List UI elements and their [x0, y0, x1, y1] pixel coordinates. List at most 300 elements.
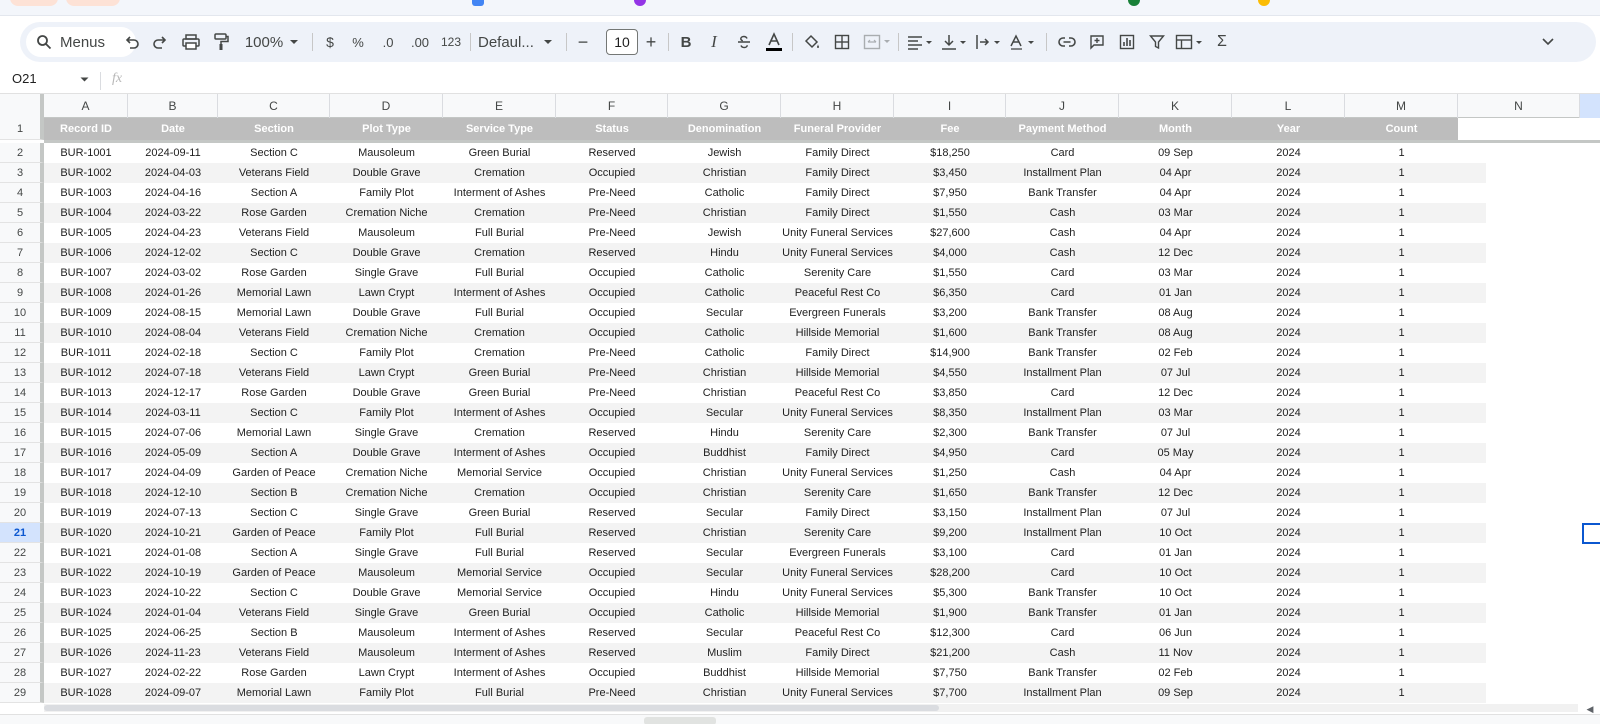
cell[interactable]: Double Grave — [352, 307, 421, 319]
cell[interactable]: 04 Apr — [1159, 227, 1192, 239]
cell[interactable]: Secular — [705, 307, 744, 319]
cell[interactable]: BUR-1020 — [60, 527, 112, 539]
insert-chart-button[interactable] — [1114, 22, 1140, 62]
cell[interactable]: Green Burial — [468, 607, 531, 619]
horizontal-scrollbar[interactable] — [44, 704, 1578, 712]
cell[interactable]: 2024 — [1276, 527, 1301, 539]
cell[interactable]: Family Direct — [805, 187, 870, 199]
insert-comment-button[interactable] — [1084, 22, 1110, 62]
cell[interactable]: Unity Funeral Services — [782, 407, 893, 419]
cell[interactable]: Section A — [250, 187, 298, 199]
cell[interactable]: Secular — [705, 627, 744, 639]
cell[interactable]: Occupied — [588, 167, 636, 179]
column-title[interactable]: Record ID — [44, 118, 128, 140]
cell[interactable]: $1,550 — [933, 207, 967, 219]
cell[interactable]: 1 — [1398, 627, 1405, 639]
cell[interactable]: 2024 — [1276, 387, 1301, 399]
cell[interactable]: Evergreen Funerals — [789, 307, 886, 319]
cell[interactable]: 2024-07-06 — [144, 427, 202, 439]
cell[interactable]: $4,550 — [933, 367, 967, 379]
cell[interactable]: Installment Plan — [1023, 367, 1102, 379]
cell[interactable]: 01 Jan — [1158, 287, 1193, 299]
cell[interactable]: BUR-1027 — [60, 667, 112, 679]
cell[interactable]: 2024-12-02 — [144, 247, 202, 259]
cell[interactable]: 2024 — [1276, 447, 1301, 459]
row-header[interactable]: 8 — [0, 263, 44, 283]
cell[interactable]: $28,200 — [930, 567, 970, 579]
column-title[interactable]: Count — [1345, 118, 1458, 140]
cell[interactable]: Card — [1050, 567, 1075, 579]
cell[interactable]: BUR-1014 — [60, 407, 112, 419]
row-header[interactable]: 19 — [0, 483, 44, 503]
cell[interactable]: Christian — [702, 387, 747, 399]
cell[interactable]: Pre-Need — [588, 227, 636, 239]
row-header[interactable]: 23 — [0, 563, 44, 583]
cell[interactable]: Christian — [702, 487, 747, 499]
cell[interactable]: Mausoleum — [358, 647, 415, 659]
cell[interactable]: Card — [1050, 387, 1075, 399]
column-title[interactable]: Payment Method — [1006, 118, 1119, 140]
cell[interactable]: 2024-09-11 — [145, 147, 201, 159]
cell[interactable]: 1 — [1398, 347, 1405, 359]
cell[interactable]: Veterans Field — [238, 607, 310, 619]
cell[interactable]: 2024-10-19 — [144, 567, 202, 579]
cell[interactable]: $1,600 — [933, 327, 967, 339]
currency-format-button[interactable]: $ — [326, 34, 334, 50]
cell[interactable]: BUR-1013 — [60, 387, 112, 399]
cell[interactable]: Card — [1050, 267, 1075, 279]
cell[interactable]: Memorial Service — [457, 587, 542, 599]
cell[interactable]: 2024-05-09 — [144, 447, 202, 459]
cell[interactable]: Reserved — [588, 647, 636, 659]
cell[interactable]: Cremation — [474, 247, 525, 259]
cell[interactable]: Full Burial — [475, 527, 524, 539]
cell[interactable]: 1 — [1398, 167, 1405, 179]
cell[interactable]: Buddhist — [703, 447, 746, 459]
column-title[interactable]: Year — [1232, 118, 1345, 140]
cell[interactable]: Full Burial — [475, 267, 524, 279]
cell[interactable]: Mausoleum — [358, 627, 415, 639]
cell[interactable]: BUR-1024 — [60, 607, 112, 619]
cell[interactable]: Bank Transfer — [1028, 587, 1097, 599]
cell[interactable]: Interment of Ashes — [453, 447, 546, 459]
cell[interactable]: Installment Plan — [1023, 167, 1102, 179]
cell[interactable]: BUR-1011 — [60, 347, 112, 359]
text-color-button[interactable] — [762, 22, 786, 62]
cell[interactable]: $3,150 — [933, 507, 967, 519]
cell[interactable]: Family Plot — [359, 187, 414, 199]
cell[interactable]: Cremation — [474, 167, 525, 179]
cell[interactable]: 2024 — [1276, 467, 1301, 479]
row-header[interactable]: 28 — [0, 663, 44, 683]
row-header[interactable]: 21 — [0, 523, 44, 543]
cell[interactable]: 07 Jul — [1160, 427, 1191, 439]
cell[interactable]: Single Grave — [354, 507, 419, 519]
sheet-tab[interactable] — [644, 717, 716, 724]
table-view-button[interactable] — [1172, 22, 1208, 62]
cell[interactable]: Family Direct — [805, 447, 870, 459]
cell[interactable]: $1,650 — [933, 487, 967, 499]
cell[interactable]: 2024 — [1276, 647, 1301, 659]
cell[interactable]: BUR-1016 — [60, 447, 112, 459]
cell[interactable]: $18,250 — [930, 147, 970, 159]
cell[interactable]: 04 Apr — [1159, 167, 1192, 179]
cell[interactable]: 1 — [1398, 187, 1405, 199]
borders-button[interactable] — [830, 22, 854, 62]
cell[interactable]: 03 Mar — [1158, 407, 1193, 419]
cell[interactable]: 2024-01-04 — [144, 607, 202, 619]
cell[interactable]: Reserved — [588, 547, 636, 559]
cell[interactable]: $14,900 — [930, 347, 970, 359]
cell[interactable]: Family Plot — [359, 527, 414, 539]
app-icon[interactable] — [472, 0, 484, 6]
cell[interactable]: 1 — [1398, 427, 1405, 439]
cell[interactable]: Catholic — [704, 607, 745, 619]
cell[interactable]: 2024-07-13 — [144, 507, 202, 519]
cell[interactable]: Secular — [705, 547, 744, 559]
cell[interactable]: Interment of Ashes — [453, 627, 546, 639]
spreadsheet-grid[interactable] — [0, 94, 1600, 704]
cell[interactable]: Section B — [250, 487, 298, 499]
cell[interactable]: Family Plot — [359, 687, 414, 699]
cell[interactable]: BUR-1026 — [60, 647, 112, 659]
cell[interactable]: BUR-1015 — [60, 427, 112, 439]
cell[interactable]: 12 Dec — [1158, 387, 1193, 399]
cell[interactable]: Hindu — [710, 247, 739, 259]
zoom-value[interactable]: 100% — [244, 33, 284, 51]
merge-cells-button[interactable] — [860, 22, 894, 62]
cell[interactable]: Garden of Peace — [232, 527, 316, 539]
cell[interactable]: Section A — [250, 547, 298, 559]
cell[interactable]: 2024-01-08 — [144, 547, 202, 559]
cell[interactable]: Full Burial — [475, 307, 524, 319]
app-icon[interactable] — [1128, 0, 1140, 6]
scrollbar-thumb[interactable] — [44, 705, 939, 711]
cell[interactable]: Occupied — [588, 287, 636, 299]
column-header-l[interactable]: L — [1232, 94, 1345, 118]
cell[interactable]: Pre-Need — [588, 347, 636, 359]
cell[interactable]: $4,950 — [933, 447, 967, 459]
name-box[interactable]: O21 — [12, 71, 37, 86]
cell[interactable]: Catholic — [704, 267, 745, 279]
cell[interactable]: Interment of Ashes — [453, 287, 546, 299]
cell[interactable]: Cash — [1049, 227, 1076, 239]
tab-pill[interactable] — [10, 0, 58, 6]
cell[interactable]: Reserved — [588, 527, 636, 539]
cell[interactable]: Installment Plan — [1023, 687, 1102, 699]
cell[interactable]: 06 Jun — [1158, 627, 1193, 639]
row-header[interactable]: 26 — [0, 623, 44, 643]
cell[interactable]: BUR-1002 — [60, 167, 112, 179]
cell[interactable]: $7,750 — [933, 667, 967, 679]
cell[interactable]: Cremation — [474, 207, 525, 219]
column-title[interactable]: Section — [218, 118, 330, 140]
cell[interactable]: Cremation Niche — [345, 327, 428, 339]
cell[interactable]: Single Grave — [354, 547, 419, 559]
cell[interactable]: $1,250 — [933, 467, 967, 479]
cell[interactable]: Bank Transfer — [1028, 487, 1097, 499]
cell[interactable]: 1 — [1398, 487, 1405, 499]
cell[interactable]: Unity Funeral Services — [782, 567, 893, 579]
cell[interactable]: 2024 — [1276, 627, 1301, 639]
cell[interactable]: Card — [1050, 147, 1075, 159]
cell[interactable]: Serenity Care — [803, 487, 872, 499]
cell[interactable]: Serenity Care — [803, 427, 872, 439]
row-header[interactable]: 6 — [0, 223, 44, 243]
redo-button[interactable] — [148, 22, 172, 62]
row-header[interactable]: 22 — [0, 543, 44, 563]
cell[interactable]: 04 Apr — [1159, 187, 1192, 199]
cell[interactable]: 01 Jan — [1158, 547, 1193, 559]
column-title[interactable]: Month — [1119, 118, 1232, 140]
cell[interactable]: 1 — [1398, 607, 1405, 619]
cell[interactable]: Garden of Peace — [232, 467, 316, 479]
filter-button[interactable] — [1144, 22, 1170, 62]
cell[interactable]: $3,850 — [933, 387, 967, 399]
cell[interactable]: 02 Feb — [1158, 347, 1193, 359]
column-header-b[interactable]: B — [128, 94, 218, 118]
cell[interactable]: 2024-02-18 — [144, 347, 202, 359]
decrease-font-size-button[interactable]: − — [577, 31, 589, 52]
cell[interactable]: 2024-12-17 — [144, 387, 202, 399]
cell[interactable]: 1 — [1398, 687, 1405, 699]
cell[interactable]: Serenity Care — [803, 527, 872, 539]
cell[interactable]: Green Burial — [468, 147, 531, 159]
row-header[interactable]: 2 — [0, 143, 44, 163]
print-button[interactable] — [178, 22, 204, 62]
cell[interactable]: Family Plot — [359, 347, 414, 359]
cell[interactable]: Reserved — [588, 427, 636, 439]
cell[interactable]: 2024 — [1276, 327, 1301, 339]
cell[interactable]: $8,350 — [933, 407, 967, 419]
functions-button[interactable]: Σ — [1217, 33, 1227, 50]
row-header[interactable]: 12 — [0, 343, 44, 363]
cell[interactable]: 1 — [1398, 287, 1405, 299]
cell[interactable]: 2024-12-10 — [144, 487, 202, 499]
cell[interactable]: 1 — [1398, 527, 1405, 539]
cell[interactable]: 05 May — [1157, 447, 1194, 459]
cell[interactable]: BUR-1005 — [60, 227, 112, 239]
column-header-c[interactable]: C — [218, 94, 330, 118]
tab-pill[interactable] — [66, 0, 120, 6]
cell[interactable]: Evergreen Funerals — [789, 547, 886, 559]
cell[interactable]: Unity Funeral Services — [782, 587, 893, 599]
cell[interactable]: 2024 — [1276, 147, 1301, 159]
cell[interactable]: 2024 — [1276, 307, 1301, 319]
column-header-f[interactable]: F — [556, 94, 668, 118]
column-header-n[interactable]: N — [1458, 94, 1580, 118]
cell[interactable]: Mausoleum — [358, 227, 415, 239]
cell[interactable]: Secular — [705, 407, 744, 419]
cell[interactable]: Rose Garden — [241, 387, 307, 399]
cell[interactable]: Occupied — [588, 447, 636, 459]
cell[interactable]: Occupied — [588, 467, 636, 479]
cell[interactable]: Peaceful Rest Co — [794, 387, 881, 399]
cell[interactable]: Rose Garden — [241, 207, 307, 219]
cell[interactable]: 2024 — [1276, 287, 1301, 299]
bold-button[interactable]: B — [680, 33, 692, 51]
cell[interactable]: Cash — [1049, 247, 1076, 259]
cell[interactable]: BUR-1028 — [60, 687, 112, 699]
cell[interactable]: Occupied — [588, 267, 636, 279]
column-header-a[interactable]: A — [44, 94, 128, 118]
cell[interactable]: 1 — [1398, 587, 1405, 599]
cell[interactable]: 1 — [1398, 647, 1405, 659]
cell[interactable]: Muslim — [707, 647, 742, 659]
row-header[interactable]: 5 — [0, 203, 44, 223]
fill-color-button[interactable] — [800, 22, 824, 62]
app-icon[interactable] — [634, 0, 646, 6]
column-title[interactable]: Date — [128, 118, 218, 140]
cell[interactable]: Installment Plan — [1023, 407, 1102, 419]
cell[interactable]: Cremation — [474, 347, 525, 359]
cell[interactable]: 2024-08-15 — [144, 307, 202, 319]
cell[interactable]: Hindu — [710, 587, 739, 599]
cell[interactable]: Section C — [250, 347, 298, 359]
row-header[interactable]: 20 — [0, 503, 44, 523]
cell[interactable]: 2024 — [1276, 427, 1301, 439]
cell[interactable]: Veterans Field — [238, 327, 310, 339]
cell[interactable]: Memorial Lawn — [236, 307, 312, 319]
cell[interactable]: 2024-11-23 — [145, 647, 201, 659]
cell[interactable]: Cremation Niche — [345, 487, 428, 499]
cell[interactable]: Bank Transfer — [1028, 607, 1097, 619]
cell[interactable]: 09 Sep — [1158, 147, 1193, 159]
cell[interactable]: Serenity Care — [803, 267, 872, 279]
cell[interactable]: Section C — [250, 507, 298, 519]
cell[interactable]: Occupied — [588, 587, 636, 599]
row-header[interactable]: 1 — [0, 118, 44, 140]
cell[interactable]: Green Burial — [468, 507, 531, 519]
cell[interactable]: 2024-03-22 — [144, 207, 202, 219]
cell[interactable]: Christian — [702, 207, 747, 219]
cell[interactable]: Full Burial — [475, 547, 524, 559]
cell[interactable]: 2024-01-26 — [144, 287, 202, 299]
row-header[interactable]: 15 — [0, 403, 44, 423]
cell[interactable]: BUR-1008 — [60, 287, 112, 299]
cell[interactable]: Occupied — [588, 487, 636, 499]
percent-format-button[interactable]: % — [352, 34, 364, 50]
increase-decimal-button[interactable] — [406, 22, 434, 62]
cell[interactable]: 10 Oct — [1159, 527, 1192, 539]
scroll-left-arrow[interactable]: ◀ — [1586, 704, 1594, 714]
cell[interactable]: $6,350 — [933, 287, 967, 299]
cell[interactable]: Reserved — [588, 247, 636, 259]
cell[interactable]: 2024 — [1276, 207, 1301, 219]
row-header[interactable]: 16 — [0, 423, 44, 443]
cell[interactable]: $9,200 — [933, 527, 967, 539]
cell[interactable]: $12,300 — [930, 627, 970, 639]
cell[interactable]: BUR-1010 — [60, 327, 112, 339]
cell[interactable]: Peaceful Rest Co — [794, 287, 881, 299]
cell[interactable]: 09 Sep — [1158, 687, 1193, 699]
font-family-dropdown[interactable] — [540, 22, 556, 62]
cell[interactable]: Hillside Memorial — [795, 327, 880, 339]
cell[interactable]: Cash — [1049, 647, 1076, 659]
cell[interactable]: BUR-1009 — [60, 307, 112, 319]
cell[interactable]: 01 Jan — [1158, 607, 1193, 619]
cell[interactable]: Memorial Service — [457, 467, 542, 479]
cell[interactable]: 2024-04-09 — [144, 467, 202, 479]
row-header[interactable]: 29 — [0, 683, 44, 703]
cell[interactable]: Full Burial — [475, 687, 524, 699]
cell[interactable]: Bank Transfer — [1028, 347, 1097, 359]
cell[interactable]: Lawn Crypt — [358, 367, 415, 379]
column-title[interactable]: Fee — [894, 118, 1006, 140]
row-header[interactable]: 14 — [0, 383, 44, 403]
cell[interactable]: 2024-04-23 — [144, 227, 202, 239]
cell[interactable]: Card — [1050, 547, 1075, 559]
cell[interactable]: Occupied — [588, 607, 636, 619]
insert-link-button[interactable] — [1054, 22, 1080, 62]
cell[interactable]: 2024 — [1276, 487, 1301, 499]
cell[interactable]: 2024-03-02 — [144, 267, 202, 279]
cell[interactable]: 12 Dec — [1158, 487, 1193, 499]
cell[interactable]: 04 Apr — [1159, 467, 1192, 479]
app-icon[interactable] — [1258, 0, 1270, 6]
cell[interactable]: Pre-Need — [588, 687, 636, 699]
cell[interactable]: 2024-10-21 — [144, 527, 202, 539]
row-header[interactable]: 10 — [0, 303, 44, 323]
cell[interactable]: Cremation Niche — [345, 467, 428, 479]
cell[interactable]: BUR-1006 — [60, 247, 112, 259]
cell[interactable]: 2024 — [1276, 367, 1301, 379]
horizontal-align-button[interactable] — [904, 22, 938, 62]
cell[interactable]: Hindu — [710, 427, 739, 439]
cell[interactable]: Cash — [1049, 467, 1076, 479]
cell[interactable]: 2024 — [1276, 247, 1301, 259]
cell[interactable]: Bank Transfer — [1028, 307, 1097, 319]
cell[interactable]: 2024-10-22 — [144, 587, 202, 599]
cell[interactable]: 03 Mar — [1158, 267, 1193, 279]
cell[interactable]: Green Burial — [468, 367, 531, 379]
text-wrapping-button[interactable] — [972, 22, 1006, 62]
cell[interactable]: Section C — [250, 147, 298, 159]
cell[interactable]: 07 Jul — [1160, 367, 1191, 379]
cell[interactable]: Family Direct — [805, 207, 870, 219]
cell[interactable]: Pre-Need — [588, 387, 636, 399]
cell[interactable]: Secular — [705, 567, 744, 579]
cell[interactable]: 1 — [1398, 667, 1405, 679]
cell[interactable]: 2024 — [1276, 187, 1301, 199]
cell[interactable]: Pre-Need — [588, 207, 636, 219]
cell[interactable]: 1 — [1398, 327, 1405, 339]
cell[interactable]: Memorial Lawn — [236, 287, 312, 299]
cell[interactable]: Jewish — [707, 147, 742, 159]
row-header[interactable]: 18 — [0, 463, 44, 483]
cell[interactable]: Occupied — [588, 327, 636, 339]
cell[interactable]: 1 — [1398, 267, 1405, 279]
cell[interactable]: 2024 — [1276, 167, 1301, 179]
cell[interactable]: Interment of Ashes — [453, 187, 546, 199]
cell[interactable]: 2024 — [1276, 227, 1301, 239]
cell[interactable]: Section C — [250, 247, 298, 259]
cell[interactable]: BUR-1021 — [60, 547, 112, 559]
cell[interactable]: 2024 — [1276, 687, 1301, 699]
cell[interactable]: Single Grave — [354, 267, 419, 279]
cell[interactable]: Card — [1050, 287, 1075, 299]
cell[interactable]: 10 Oct — [1159, 587, 1192, 599]
cell[interactable]: Catholic — [704, 187, 745, 199]
cell[interactable]: Pre-Need — [588, 187, 636, 199]
column-header-m[interactable]: M — [1345, 94, 1458, 118]
cell[interactable]: 2024 — [1276, 407, 1301, 419]
column-header-d[interactable]: D — [330, 94, 443, 118]
cell[interactable]: Bank Transfer — [1028, 667, 1097, 679]
caret-down-icon[interactable] — [80, 77, 89, 83]
more-formats-button[interactable]: 123 — [440, 35, 462, 49]
row-header[interactable]: 25 — [0, 603, 44, 623]
